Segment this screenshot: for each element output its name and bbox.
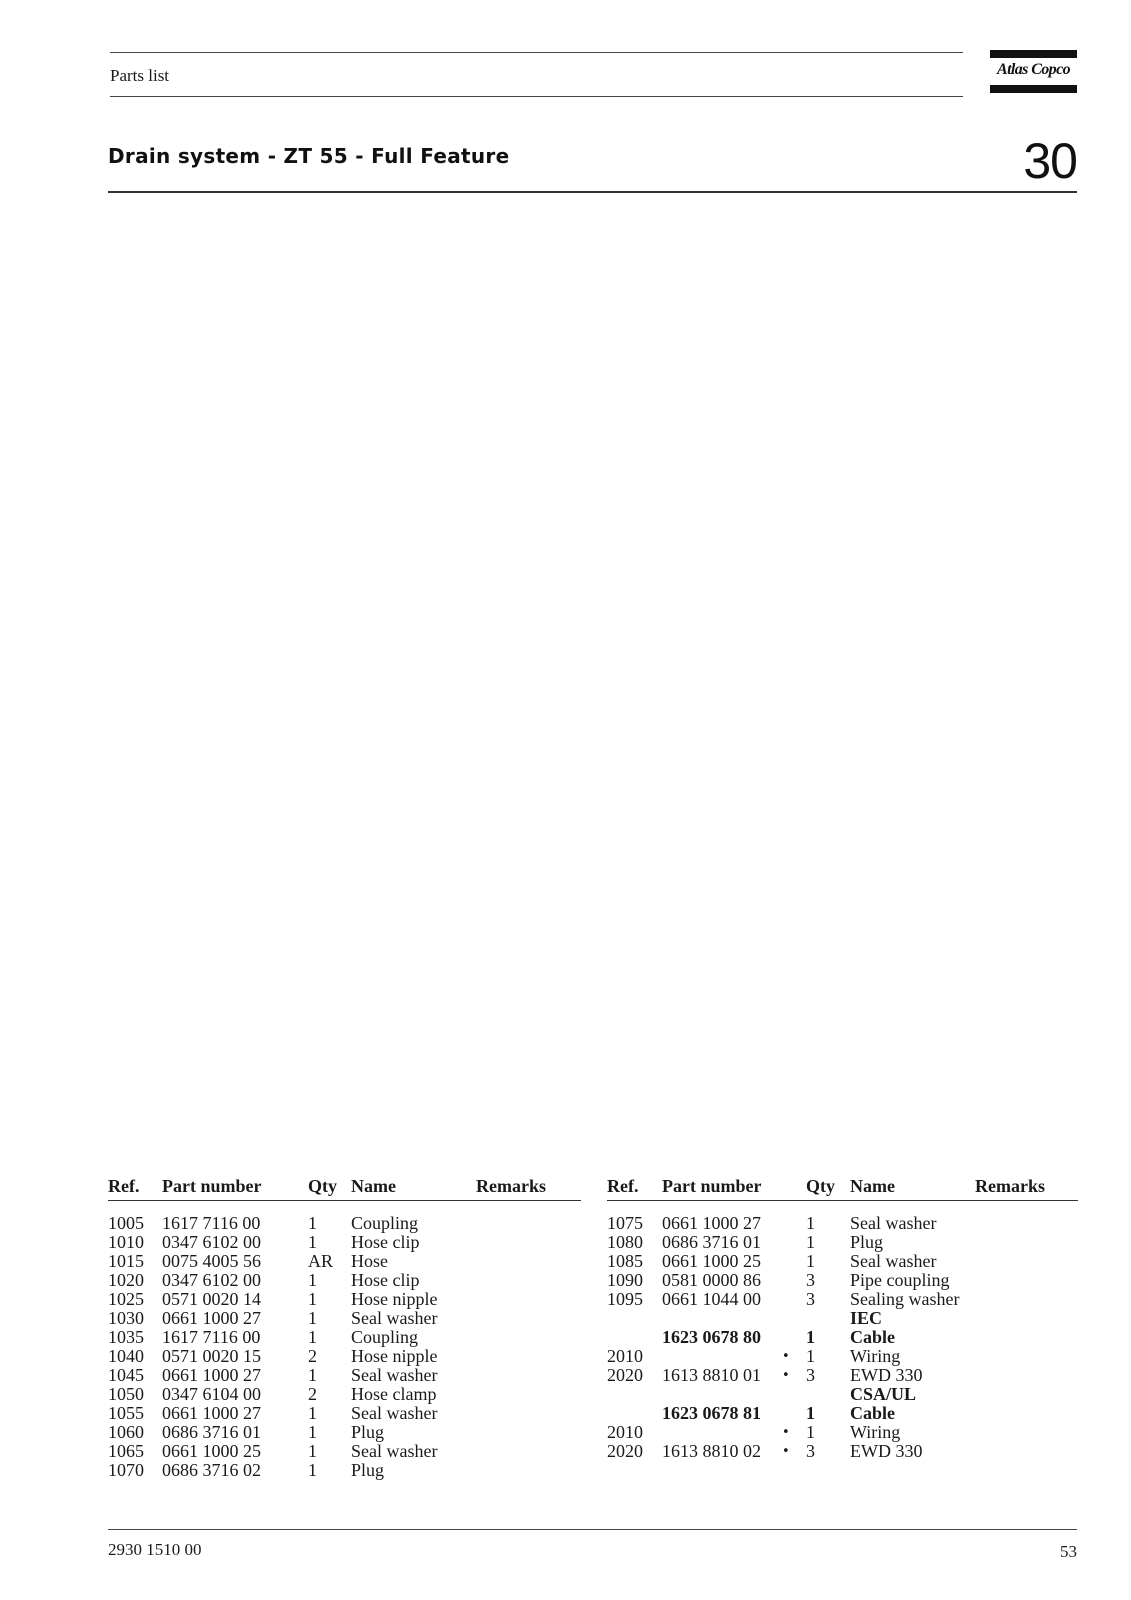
- col-part-number: Part number: [162, 1176, 262, 1196]
- table-row: [607, 1252, 1078, 1271]
- cell-qty: 1: [308, 1308, 317, 1328]
- cell-ref: 1025: [108, 1289, 144, 1309]
- cell-ref: 1020: [108, 1270, 144, 1290]
- cell-name: Hose nipple: [351, 1346, 438, 1366]
- cell-name: Hose clamp: [351, 1384, 437, 1404]
- section-number: 30: [1023, 133, 1077, 189]
- cell-part-number: 1613 8810 01: [662, 1365, 761, 1385]
- cell-name: Cable: [850, 1327, 895, 1347]
- cell-ref: 2010: [607, 1422, 643, 1442]
- cell-qty: 1: [308, 1270, 317, 1290]
- cell-part-number: 0661 1000 25: [662, 1251, 761, 1271]
- cell-qty: 1: [308, 1289, 317, 1309]
- bullet-icon: •: [782, 1425, 790, 1440]
- cell-part-number: 1617 7116 00: [162, 1213, 261, 1233]
- cell-part-number: 1623 0678 80: [662, 1327, 761, 1347]
- cell-qty: 1: [806, 1327, 815, 1347]
- cell-qty: 1: [806, 1213, 815, 1233]
- cell-name: EWD 330: [850, 1441, 923, 1461]
- logo-bar-top: [990, 50, 1077, 58]
- cell-part-number: 0661 1044 00: [662, 1289, 761, 1309]
- parts-table-left: [108, 1176, 581, 1480]
- table-row: [607, 1347, 1078, 1366]
- cell-qty: 1: [308, 1460, 317, 1480]
- cell-ref: 1035: [108, 1327, 144, 1347]
- table-row-group-heading: [607, 1309, 1078, 1328]
- document-number: 2930 1510 00: [108, 1540, 202, 1559]
- footer-rule: [108, 1529, 1077, 1530]
- cell-name: CSA/UL: [850, 1384, 917, 1404]
- table-row: [108, 1233, 581, 1252]
- cell-part-number: 0686 3716 01: [662, 1232, 761, 1252]
- cell-ref: 1030: [108, 1308, 144, 1328]
- cell-part-number: 0661 1000 25: [162, 1441, 261, 1461]
- table-row: [108, 1461, 581, 1480]
- cell-ref: 1050: [108, 1384, 144, 1404]
- cell-ref: 2010: [607, 1346, 643, 1366]
- table-row: [108, 1366, 581, 1385]
- cell-qty: 3: [806, 1270, 815, 1290]
- table-row-assembly: [607, 1328, 1078, 1347]
- cell-part-number: 1613 8810 02: [662, 1441, 761, 1461]
- cell-name: Cable: [850, 1403, 895, 1423]
- cell-ref: 1090: [607, 1270, 643, 1290]
- cell-part-number: 0661 1000 27: [162, 1308, 261, 1328]
- cell-ref: 1070: [108, 1460, 144, 1480]
- cell-qty: 3: [806, 1441, 815, 1461]
- cell-ref: 1040: [108, 1346, 144, 1366]
- cell-ref: 1005: [108, 1213, 144, 1233]
- cell-name: Seal washer: [850, 1251, 937, 1271]
- cell-name: Wiring: [850, 1422, 901, 1442]
- cell-part-number: 1623 0678 81: [662, 1403, 761, 1423]
- atlas-copco-logo: [990, 50, 1077, 95]
- cell-part-number: 1617 7116 00: [162, 1327, 261, 1347]
- cell-part-number: 0347 6102 00: [162, 1232, 261, 1252]
- cell-ref: 1060: [108, 1422, 144, 1442]
- cell-qty: 1: [308, 1365, 317, 1385]
- cell-name: Plug: [351, 1460, 385, 1480]
- cell-name: Hose: [351, 1251, 388, 1271]
- cell-qty: 1: [308, 1403, 317, 1423]
- col-name: Name: [850, 1176, 895, 1196]
- cell-qty: 1: [806, 1232, 815, 1252]
- table-row: [108, 1290, 581, 1309]
- table-row: [607, 1366, 1078, 1385]
- cell-part-number: 0075 4005 56: [162, 1251, 261, 1271]
- cell-name: Plug: [850, 1232, 884, 1252]
- cell-part-number: 0686 3716 01: [162, 1422, 261, 1442]
- cell-name: Hose nipple: [351, 1289, 438, 1309]
- cell-qty: 1: [308, 1213, 317, 1233]
- cell-name: Seal washer: [351, 1365, 438, 1385]
- cell-qty: AR: [308, 1251, 334, 1271]
- cell-qty: 1: [806, 1403, 815, 1423]
- table-row: [607, 1233, 1078, 1252]
- cell-qty: 3: [806, 1365, 815, 1385]
- bullet-icon: •: [782, 1349, 790, 1364]
- table-row-group-heading: [607, 1385, 1078, 1404]
- cell-name: Seal washer: [850, 1213, 937, 1233]
- table-row: [108, 1442, 581, 1461]
- table-body: [108, 1214, 581, 1480]
- cell-ref: 1055: [108, 1403, 144, 1423]
- table-row: [607, 1271, 1078, 1290]
- table-row: [607, 1214, 1078, 1233]
- cell-part-number: 0571 0020 14: [162, 1289, 261, 1309]
- cell-qty: 1: [806, 1346, 815, 1366]
- header-rule-top: [110, 52, 963, 53]
- cell-name: Sealing washer: [850, 1289, 960, 1309]
- cell-name: Pipe coupling: [850, 1270, 950, 1290]
- table-row: [108, 1423, 581, 1442]
- cell-part-number: 0661 1000 27: [162, 1403, 261, 1423]
- cell-name: Wiring: [850, 1346, 901, 1366]
- table-row: [108, 1328, 581, 1347]
- col-remarks: Remarks: [476, 1176, 546, 1196]
- cell-ref: 1015: [108, 1251, 144, 1271]
- table-row: [607, 1290, 1078, 1309]
- table-row: [108, 1252, 581, 1271]
- cell-ref: 1045: [108, 1365, 144, 1385]
- cell-part-number: 0686 3716 02: [162, 1460, 261, 1480]
- table-row: [607, 1423, 1078, 1442]
- table-row: [607, 1442, 1078, 1461]
- logo-bar-bottom: [990, 85, 1077, 93]
- cell-part-number: 0661 1000 27: [162, 1365, 261, 1385]
- col-part-number: Part number: [662, 1176, 762, 1196]
- cell-name: IEC: [850, 1308, 883, 1328]
- cell-qty: 1: [308, 1232, 317, 1252]
- cell-name: Plug: [351, 1422, 385, 1442]
- header-underline: [108, 1200, 581, 1201]
- cell-name: Seal washer: [351, 1308, 438, 1328]
- header-label: Parts list: [110, 66, 170, 85]
- col-ref: Ref.: [108, 1176, 140, 1196]
- table-row: [108, 1214, 581, 1233]
- col-qty: Qty: [806, 1176, 835, 1196]
- cell-ref: 1095: [607, 1289, 643, 1309]
- bullet-icon: •: [782, 1444, 790, 1459]
- cell-ref: 2020: [607, 1441, 643, 1461]
- cell-ref: 1085: [607, 1251, 643, 1271]
- cell-part-number: 0347 6104 00: [162, 1384, 261, 1404]
- cell-name: Hose clip: [351, 1232, 420, 1252]
- cell-name: Seal washer: [351, 1441, 438, 1461]
- col-qty: Qty: [308, 1176, 337, 1196]
- cell-ref: 1080: [607, 1232, 643, 1252]
- col-ref: Ref.: [607, 1176, 639, 1196]
- cell-part-number: 0347 6102 00: [162, 1270, 261, 1290]
- table-row: [108, 1385, 581, 1404]
- table-row: [108, 1404, 581, 1423]
- col-name: Name: [351, 1176, 396, 1196]
- cell-qty: 1: [308, 1422, 317, 1442]
- table-header: [607, 1176, 1078, 1198]
- table-row-assembly: [607, 1404, 1078, 1423]
- cell-qty: 1: [308, 1441, 317, 1461]
- cell-ref: 1075: [607, 1213, 643, 1233]
- cell-name: Coupling: [351, 1327, 419, 1347]
- cell-name: EWD 330: [850, 1365, 923, 1385]
- table-row: [108, 1271, 581, 1290]
- table-header: [108, 1176, 581, 1198]
- bullet-icon: •: [782, 1368, 790, 1383]
- cell-qty: 2: [308, 1384, 317, 1404]
- table-body: [607, 1214, 1078, 1461]
- table-row: [108, 1347, 581, 1366]
- cell-qty: 1: [806, 1251, 815, 1271]
- page-number: 53: [1060, 1542, 1077, 1561]
- cell-name: Hose clip: [351, 1270, 420, 1290]
- cell-part-number: 0571 0020 15: [162, 1346, 261, 1366]
- header-underline: [607, 1200, 1078, 1201]
- cell-qty: 1: [308, 1327, 317, 1347]
- table-row: [108, 1309, 581, 1328]
- title-rule: [108, 191, 1077, 193]
- cell-ref: 1065: [108, 1441, 144, 1461]
- cell-qty: 3: [806, 1289, 815, 1309]
- cell-name: Coupling: [351, 1213, 419, 1233]
- cell-ref: 2020: [607, 1365, 643, 1385]
- cell-ref: 1010: [108, 1232, 144, 1252]
- cell-qty: 1: [806, 1422, 815, 1442]
- page-title: Drain system - ZT 55 - Full Feature: [108, 144, 510, 168]
- cell-part-number: 0661 1000 27: [662, 1213, 761, 1233]
- cell-part-number: 0581 0000 86: [662, 1270, 761, 1290]
- col-remarks: Remarks: [975, 1176, 1045, 1196]
- header-rule-bottom: [110, 96, 963, 97]
- logo-text: Atlas Copco: [997, 61, 1070, 78]
- cell-qty: 2: [308, 1346, 317, 1366]
- cell-name: Seal washer: [351, 1403, 438, 1423]
- parts-table-right: [607, 1176, 1078, 1461]
